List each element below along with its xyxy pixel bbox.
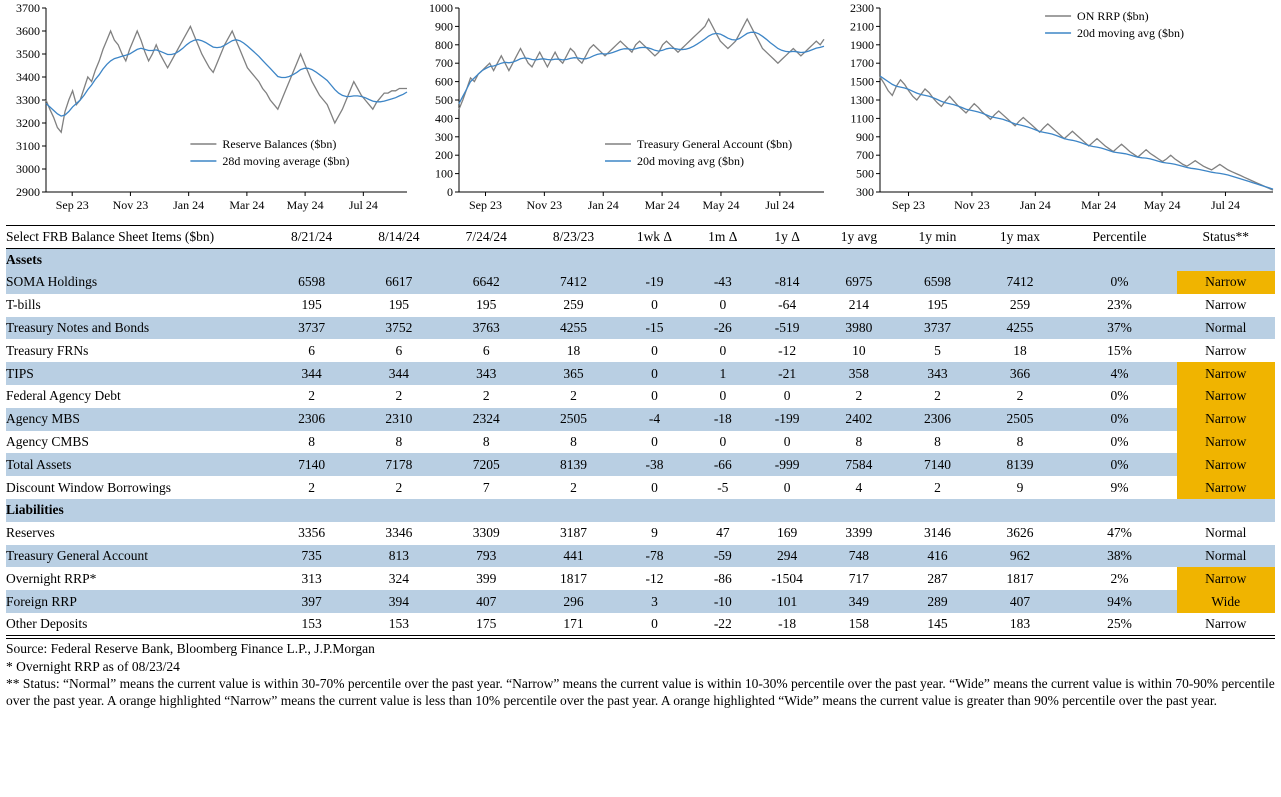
cell-value: 8 — [482, 434, 490, 450]
svg-text:3400: 3400 — [16, 70, 40, 84]
cell-value: 399 — [476, 570, 497, 586]
cell-value: 296 — [563, 593, 584, 609]
cell-value: 2 — [934, 479, 941, 495]
cell-value: 6598 — [923, 274, 951, 290]
svg-text:3700: 3700 — [16, 1, 40, 15]
cell-value: 3346 — [385, 525, 413, 541]
cell-value: 735 — [301, 548, 322, 564]
cell-value: 2 — [395, 388, 403, 404]
svg-text:400: 400 — [435, 111, 453, 126]
cell-value: 25% — [1107, 616, 1132, 632]
cell-value: 8 — [855, 434, 863, 450]
table-row — [6, 567, 1275, 590]
status-badge: Narrow — [1205, 616, 1247, 632]
column-header: 1y min — [897, 226, 977, 249]
cell-value: 8 — [934, 434, 941, 450]
table-row — [6, 339, 1275, 362]
cell-value: 37% — [1107, 320, 1132, 336]
cell-value: 23% — [1107, 297, 1132, 313]
cell-value: 289 — [927, 593, 948, 609]
svg-text:3300: 3300 — [16, 93, 40, 107]
cell-value: 3399 — [845, 525, 873, 541]
cell-value: 349 — [848, 593, 870, 609]
cell-value: -199 — [774, 411, 800, 427]
column-header: 1m Δ — [692, 226, 754, 249]
cell-value: 717 — [848, 570, 870, 586]
cell-value: 6 — [308, 342, 316, 358]
cell-value: 94% — [1107, 593, 1132, 609]
cell-value: 5 — [934, 342, 941, 358]
svg-text:700: 700 — [435, 56, 453, 71]
row-label: Federal Agency Debt — [6, 388, 121, 404]
cell-value: 6 — [482, 342, 490, 358]
cell-value: 3737 — [923, 320, 951, 336]
cell-value: 0 — [651, 616, 658, 632]
group-label: Assets — [6, 251, 42, 267]
svg-text:3100: 3100 — [16, 139, 40, 153]
table-title: Select FRB Balance Sheet Items ($bn) — [6, 226, 268, 249]
cell-value: -26 — [713, 320, 732, 336]
cell-value: 8 — [308, 434, 316, 450]
cell-value: 9 — [1016, 479, 1024, 495]
svg-text:3000: 3000 — [16, 162, 40, 176]
row-label: TIPS — [6, 365, 34, 381]
cell-value: 344 — [388, 365, 410, 381]
cell-value: -22 — [713, 616, 732, 632]
cell-value: 6 — [395, 342, 403, 358]
chart-reserve-balances — [0, 0, 415, 225]
column-header: 8/21/24 — [268, 226, 355, 249]
column-header: 1y avg — [820, 226, 897, 249]
status-badge: Normal — [1205, 525, 1247, 541]
cell-value: -519 — [774, 320, 800, 336]
cell-value: 0 — [719, 434, 727, 450]
balance-sheet-table — [6, 225, 1275, 636]
svg-text:Jan 24: Jan 24 — [1019, 198, 1051, 212]
cell-value: -66 — [713, 456, 732, 472]
group-row — [6, 248, 1275, 271]
row-label: Discount Window Borrowings — [6, 479, 171, 495]
cell-value: 324 — [388, 570, 410, 586]
cell-value: 2402 — [845, 411, 873, 427]
svg-text:300: 300 — [435, 129, 453, 144]
cell-value: 0% — [1110, 456, 1129, 472]
cell-value: 441 — [563, 548, 584, 564]
row-label: T-bills — [6, 297, 41, 313]
cell-value: 813 — [388, 548, 410, 564]
svg-text:200: 200 — [435, 148, 453, 163]
cell-value: 0% — [1110, 434, 1129, 450]
cell-value: 101 — [777, 593, 798, 609]
table-row — [6, 590, 1275, 613]
cell-value: -5 — [717, 479, 729, 495]
cell-value: 6598 — [298, 274, 326, 290]
status-badge: Narrow — [1205, 297, 1247, 313]
row-label: Treasury General Account — [6, 548, 148, 564]
cell-value: 748 — [848, 548, 870, 564]
svg-text:Sep 23: Sep 23 — [892, 198, 926, 212]
cell-value: 169 — [777, 525, 798, 541]
svg-text:1000: 1000 — [429, 1, 453, 15]
cell-value: 287 — [927, 570, 948, 586]
cell-value: 7584 — [845, 456, 873, 472]
cell-value: 2 — [395, 479, 403, 495]
cell-value: 344 — [301, 365, 322, 381]
cell-value: 2505 — [1006, 411, 1034, 427]
cell-value: 0% — [1110, 388, 1129, 404]
cell-value: -814 — [774, 274, 800, 290]
cell-value: -4 — [648, 411, 661, 427]
cell-value: 394 — [388, 593, 410, 609]
cell-value: 313 — [301, 570, 322, 586]
cell-value: 294 — [777, 548, 798, 564]
cell-value: 0 — [719, 297, 727, 313]
cell-value: 195 — [927, 297, 948, 313]
cell-value: 3752 — [385, 320, 413, 336]
svg-text:Sep 23: Sep 23 — [468, 198, 502, 212]
cell-value: 7412 — [559, 274, 587, 290]
cell-value: 6975 — [845, 274, 873, 290]
cell-value: 15% — [1107, 342, 1132, 358]
table-row — [6, 385, 1275, 408]
cell-value: 214 — [848, 297, 870, 313]
chart-treasury-general-account — [415, 0, 832, 225]
cell-value: 0 — [651, 342, 658, 358]
table-row — [6, 613, 1275, 636]
cell-value: 2 — [855, 388, 863, 404]
status-badge: Narrow — [1177, 476, 1275, 499]
footnote-1: * Overnight RRP as of 08/23/24 — [6, 658, 180, 674]
cell-value: -38 — [645, 456, 664, 472]
svg-text:900: 900 — [856, 129, 874, 144]
cell-value: -18 — [778, 616, 797, 632]
svg-text:2100: 2100 — [850, 19, 874, 34]
status-badge: Normal — [1205, 548, 1247, 564]
cell-value: 366 — [1009, 365, 1031, 381]
table-row — [6, 408, 1275, 431]
cell-value: -43 — [713, 274, 732, 290]
row-label: SOMA Holdings — [6, 274, 98, 290]
cell-value: 3356 — [298, 525, 326, 541]
svg-text:ON RRP ($bn): ON RRP ($bn) — [1077, 9, 1149, 23]
cell-value: 0 — [783, 479, 791, 495]
cell-value: 4 — [855, 479, 863, 495]
cell-value: 3309 — [472, 525, 500, 541]
svg-text:600: 600 — [435, 74, 453, 89]
svg-text:100: 100 — [435, 166, 453, 181]
row-label: Overnight RRP* — [6, 570, 97, 586]
column-header: 8/23/23 — [530, 226, 617, 249]
cell-value: 153 — [388, 616, 410, 632]
cell-value: 4255 — [559, 320, 587, 336]
cell-value: 4% — [1110, 365, 1129, 381]
svg-text:500: 500 — [435, 93, 453, 107]
svg-text:Mar 24: Mar 24 — [1081, 198, 1117, 212]
cell-value: 962 — [1009, 548, 1031, 564]
cell-value: -1504 — [771, 570, 803, 586]
row-label: Reserves — [6, 525, 55, 541]
svg-text:1900: 1900 — [850, 37, 874, 52]
cell-value: -86 — [713, 570, 732, 586]
cell-value: 2 — [570, 479, 577, 495]
cell-value: 2306 — [923, 411, 951, 427]
cell-value: 2 — [1016, 388, 1024, 404]
table-row — [6, 476, 1275, 499]
cell-value: 8139 — [559, 456, 587, 472]
cell-value: 18 — [566, 342, 581, 358]
svg-text:3200: 3200 — [16, 116, 40, 130]
cell-value: 3146 — [923, 525, 951, 541]
source-note: Source: Federal Reserve Bank, Bloomberg Finance L.P., J.P.Morgan — [6, 641, 375, 657]
cell-value: -18 — [713, 411, 732, 427]
cell-value: 2 — [570, 388, 577, 404]
cell-value: 8 — [570, 434, 577, 450]
cell-value: 1817 — [559, 570, 587, 586]
footnote-2: ** Status: “Normal” means the current value is within 30-70% percentile over the past year. “Narrow” means the current value is within 10-30% percentile over the past year. “Wide” means the current value is within 70-90% percentile over the past year. A orange highlighted “Narrow” means the current value is less than 10% percentile over the past year. A orange highlighted “Wide” means the current value is greater than 90% percentile over the past year. — [6, 675, 1275, 709]
charts-row — [0, 0, 1281, 225]
row-label: Agency CMBS — [6, 434, 89, 450]
svg-text:20d moving avg ($bn): 20d moving avg ($bn) — [637, 154, 744, 168]
cell-value: 2 — [482, 388, 490, 404]
status-badge: Narrow — [1177, 567, 1275, 590]
cell-value: 416 — [927, 548, 948, 564]
cell-value: -21 — [778, 365, 797, 381]
cell-value: 6642 — [472, 274, 500, 290]
cell-value: 1817 — [1006, 570, 1034, 586]
cell-value: 7140 — [298, 456, 326, 472]
cell-value: 3626 — [1006, 525, 1034, 541]
svg-text:700: 700 — [856, 148, 874, 163]
column-header: 8/14/24 — [355, 226, 442, 249]
svg-text:May 24: May 24 — [1143, 198, 1181, 212]
cell-value: 145 — [927, 616, 948, 632]
cell-value: 2 — [934, 388, 941, 404]
svg-text:1500: 1500 — [850, 74, 874, 89]
cell-value: 9% — [1110, 479, 1129, 495]
column-header: 1y Δ — [754, 226, 821, 249]
cell-value: 7140 — [923, 456, 951, 472]
svg-text:Mar 24: Mar 24 — [644, 198, 680, 212]
cell-value: 0 — [651, 388, 658, 404]
cell-value: 0 — [651, 365, 658, 381]
cell-value: -12 — [778, 342, 797, 358]
table-row — [6, 453, 1275, 476]
cell-value: 0 — [719, 342, 727, 358]
table-row — [6, 431, 1275, 454]
column-header: 7/24/24 — [443, 226, 530, 249]
cell-value: 2 — [308, 388, 316, 404]
cell-value: -59 — [713, 548, 732, 564]
cell-value: 2306 — [298, 411, 326, 427]
table-row — [6, 522, 1275, 545]
cell-value: -19 — [645, 274, 664, 290]
table-row — [6, 317, 1275, 340]
column-header: 1y max — [978, 226, 1063, 249]
svg-text:2900: 2900 — [16, 185, 40, 199]
status-badge: Normal — [1205, 320, 1247, 336]
cell-value: 195 — [301, 297, 322, 313]
cell-value: 407 — [1009, 593, 1031, 609]
table-row — [6, 271, 1275, 294]
cell-value: 397 — [301, 593, 322, 609]
cell-value: 9 — [651, 525, 658, 541]
chart-on-rrp — [832, 0, 1281, 225]
row-label: Other Deposits — [6, 616, 88, 632]
cell-value: 195 — [476, 297, 497, 313]
svg-text:2300: 2300 — [850, 1, 874, 15]
cell-value: 259 — [1009, 297, 1031, 313]
svg-text:20d moving avg ($bn): 20d moving avg ($bn) — [1077, 26, 1185, 40]
row-label: Treasury Notes and Bonds — [6, 320, 150, 336]
cell-value: 47% — [1107, 525, 1132, 541]
svg-text:800: 800 — [435, 37, 453, 52]
status-badge: Narrow — [1205, 342, 1247, 358]
cell-value: 259 — [563, 297, 584, 313]
column-header: 1wk Δ — [617, 226, 692, 249]
cell-value: 2505 — [559, 411, 587, 427]
row-label: Treasury FRNs — [6, 342, 89, 358]
cell-value: 38% — [1107, 548, 1132, 564]
svg-text:Nov 23: Nov 23 — [112, 198, 149, 212]
cell-value: 0 — [719, 388, 727, 404]
svg-text:Jul 24: Jul 24 — [765, 198, 795, 212]
svg-text:500: 500 — [856, 166, 874, 181]
cell-value: 358 — [848, 365, 870, 381]
cell-value: -10 — [713, 593, 732, 609]
svg-text:Reserve Balances ($bn): Reserve Balances ($bn) — [222, 137, 337, 151]
row-label: Foreign RRP — [6, 593, 77, 609]
cell-value: 1 — [719, 365, 727, 381]
cell-value: 7205 — [472, 456, 500, 472]
svg-text:Jan 24: Jan 24 — [587, 198, 619, 212]
status-badge: Narrow — [1177, 385, 1275, 408]
svg-text:Jul 24: Jul 24 — [1210, 198, 1240, 212]
svg-text:300: 300 — [856, 185, 874, 199]
cell-value: 2 — [308, 479, 316, 495]
status-badge: Narrow — [1177, 431, 1275, 454]
cell-value: -15 — [645, 320, 664, 336]
cell-value: 2310 — [385, 411, 413, 427]
cell-value: -78 — [645, 548, 664, 564]
cell-value: 2% — [1110, 570, 1129, 586]
table-row — [6, 545, 1275, 568]
cell-value: 171 — [563, 616, 584, 632]
cell-value: -12 — [645, 570, 664, 586]
cell-value: 343 — [927, 365, 948, 381]
column-header: Percentile — [1062, 226, 1176, 249]
cell-value: 7 — [482, 479, 490, 495]
svg-text:900: 900 — [435, 19, 453, 34]
cell-value: 0 — [783, 434, 791, 450]
cell-value: 0 — [783, 388, 791, 404]
cell-value: 3 — [651, 593, 658, 609]
svg-text:3500: 3500 — [16, 47, 40, 61]
row-label: Agency MBS — [6, 411, 80, 427]
cell-value: -64 — [778, 297, 797, 313]
svg-text:Nov 23: Nov 23 — [526, 198, 563, 212]
status-badge: Narrow — [1177, 362, 1275, 385]
cell-value: 195 — [388, 297, 410, 313]
cell-value: 793 — [476, 548, 497, 564]
group-label: Liabilities — [6, 502, 64, 518]
cell-value: 183 — [1009, 616, 1031, 632]
cell-value: 2324 — [472, 411, 500, 427]
cell-value: 47 — [716, 525, 730, 541]
cell-value: 3737 — [298, 320, 326, 336]
cell-value: 0 — [651, 479, 658, 495]
cell-value: 7178 — [385, 456, 413, 472]
table-row — [6, 362, 1275, 385]
footnotes — [6, 638, 1275, 709]
cell-value: 8139 — [1006, 456, 1034, 472]
status-badge: Narrow — [1177, 453, 1275, 476]
svg-text:Sep 23: Sep 23 — [55, 198, 89, 212]
svg-text:Mar 24: Mar 24 — [229, 198, 265, 212]
group-row — [6, 499, 1275, 522]
svg-text:3600: 3600 — [16, 24, 40, 38]
svg-text:May 24: May 24 — [702, 198, 740, 212]
cell-value: 365 — [563, 365, 584, 381]
svg-text:Jan 24: Jan 24 — [173, 198, 205, 212]
svg-text:1300: 1300 — [850, 93, 874, 107]
svg-text:28d moving average ($bn): 28d moving average ($bn) — [222, 154, 350, 168]
cell-value: 10 — [852, 342, 866, 358]
svg-text:Treasury General Account ($bn): Treasury General Account ($bn) — [637, 137, 793, 151]
cell-value: 4255 — [1006, 320, 1034, 336]
cell-value: 18 — [1013, 342, 1027, 358]
table-row — [6, 294, 1275, 317]
cell-value: 0% — [1110, 274, 1129, 290]
cell-value: 407 — [476, 593, 497, 609]
status-badge: Narrow — [1177, 408, 1275, 431]
svg-text:Nov 23: Nov 23 — [954, 198, 990, 212]
cell-value: 0 — [651, 434, 658, 450]
cell-value: 0 — [651, 297, 658, 313]
cell-value: 8 — [395, 434, 403, 450]
svg-text:1100: 1100 — [850, 111, 874, 126]
cell-value: 7412 — [1006, 274, 1034, 290]
cell-value: 0% — [1110, 411, 1129, 427]
cell-value: 158 — [848, 616, 870, 632]
cell-value: 175 — [476, 616, 497, 632]
row-label: Total Assets — [6, 456, 72, 472]
cell-value: -999 — [774, 456, 800, 472]
cell-value: 153 — [301, 616, 322, 632]
cell-value: 6617 — [385, 274, 413, 290]
cell-value: 343 — [476, 365, 497, 381]
cell-value: 3187 — [559, 525, 587, 541]
svg-text:1700: 1700 — [850, 56, 874, 71]
svg-text:0: 0 — [447, 185, 453, 199]
svg-text:May 24: May 24 — [286, 198, 324, 212]
cell-value: 3763 — [472, 320, 500, 336]
status-badge: Wide — [1177, 590, 1275, 613]
cell-value: 3980 — [845, 320, 873, 336]
status-badge: Narrow — [1177, 271, 1275, 294]
column-header: Status** — [1177, 226, 1275, 249]
svg-text:Jul 24: Jul 24 — [348, 198, 378, 212]
cell-value: 8 — [1016, 434, 1024, 450]
table-header-row — [6, 226, 1275, 249]
